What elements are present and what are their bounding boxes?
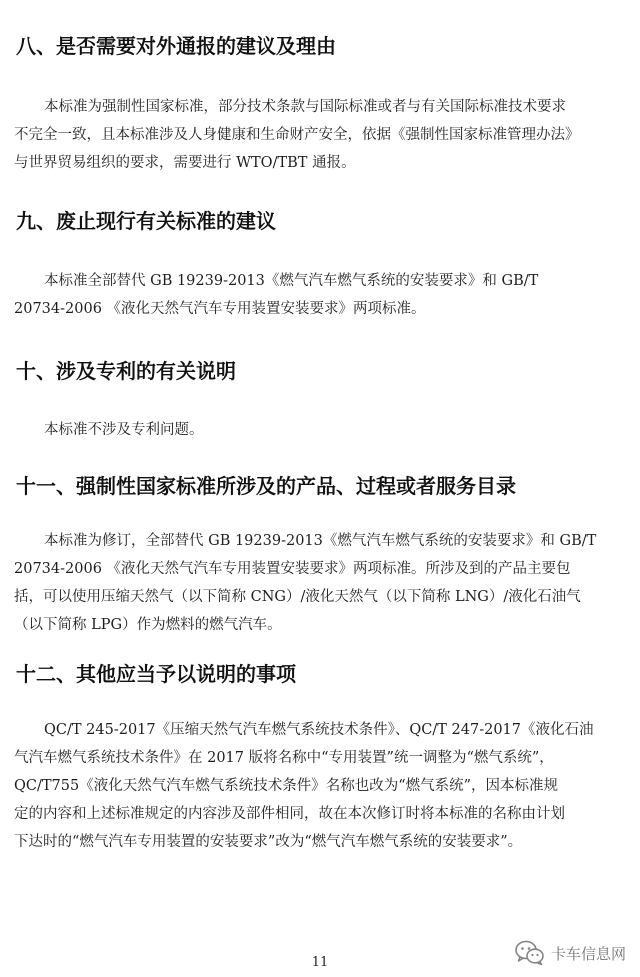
paragraph-line: 与世界贸易组织的要求，需要进行 WTO/TBT 通报。 — [14, 155, 356, 171]
paragraph-line: 本标准为修订，全部替代 GB 19239-2013《燃气汽车燃气系统的安装要求》和 GB/T — [44, 533, 597, 549]
section-paragraph-9 — [14, 267, 614, 323]
watermark-text: 卡车信息网 — [550, 944, 626, 963]
paragraph-line: 气汽车燃气系统技术条件》在 2017 版将名称中“专用装置”统一调整为“燃气系统”， — [14, 750, 554, 766]
paragraph-line: 本标准全部替代 GB 19239-2013《燃气汽车燃气系统的安装要求》和 GB/T — [44, 273, 539, 289]
paragraph-line: 本标准为强制性国家标准，部分技术条款与国际标准或者与有关国际标准技术要求 — [44, 99, 566, 115]
section-paragraph-10 — [14, 416, 614, 444]
paragraph-line: QC/T 245-2017《压缩天然气汽车燃气系统技术条件》、QC/T 247-2017《液化石油 — [44, 722, 594, 738]
paragraph-line: 下达时的“燃气汽车专用装置的安装要求”改为“燃气汽车燃气系统的安装要求”。 — [14, 834, 523, 850]
paragraph-line: 定的内容和上述标准规定的内容涉及部件相同，故在本次修订时将本标准的名称由计划 — [14, 806, 565, 822]
paragraph-line: 20734-2006 《液化天然气汽车专用装置安装要求》两项标准。所涉及到的产品主要包 — [14, 561, 571, 577]
section-heading-8: 八、是否需要对外通报的建议及理由 — [16, 34, 336, 58]
paragraph-line: QC/T755《液化天然气汽车燃气系统技术条件》名称也改为“燃气系统”，因本标准规 — [14, 778, 559, 794]
section-paragraph-8 — [14, 93, 614, 177]
section-heading-12: 十二、其他应当予以说明的事项 — [16, 662, 296, 686]
page-number: 11 — [311, 955, 329, 970]
paragraph-line: 括，可以使用压缩天然气（以下简称 CNG）/液化天然气（以下简称 LNG）/液化石油气 — [14, 589, 581, 605]
paragraph-line: 不完全一致，且本标准涉及人身健康和生命财产安全，依据《强制性国家标准管理办法》 — [14, 127, 580, 143]
paragraph-line: （以下简称 LPG）作为燃料的燃气汽车。 — [14, 617, 282, 633]
section-paragraph-12 — [14, 716, 614, 856]
section-heading-9: 九、废止现行有关标准的建议 — [16, 209, 276, 233]
section-heading-11: 十一、强制性国家标准所涉及的产品、过程或者服务目录 — [16, 474, 516, 498]
section-paragraph-11 — [14, 527, 614, 639]
paragraph-line: 本标准不涉及专利问题。 — [44, 422, 204, 438]
section-heading-10: 十、涉及专利的有关说明 — [16, 359, 236, 383]
paragraph-line: 20734-2006 《液化天然气汽车专用装置安装要求》两项标准。 — [14, 301, 426, 317]
